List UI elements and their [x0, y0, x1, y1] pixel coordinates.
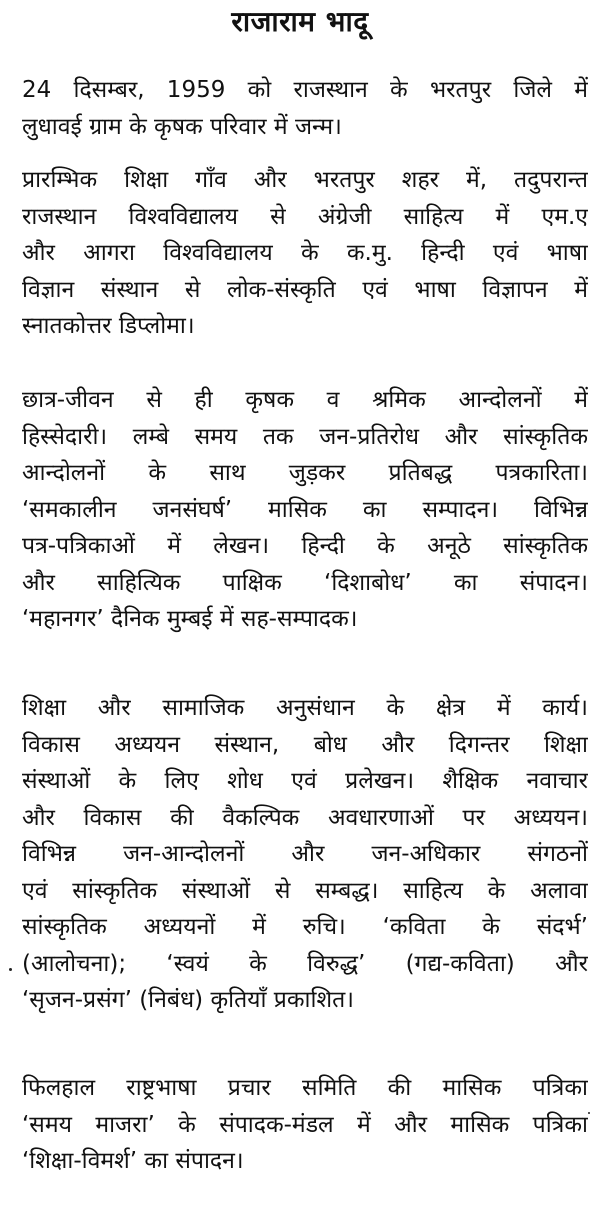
- text-line: ‘समकालीन जनसंघर्ष’ मासिक का सम्पादन। विभिन्न: [22, 496, 588, 523]
- text-line: हिस्सेदारी। लम्बे समय तक जन-प्रतिरोध और सांस्कृतिक: [22, 423, 588, 450]
- text-line: ‘शिक्षा-विमर्श’ का संपादन।: [22, 1148, 244, 1174]
- paragraph-education: [22, 162, 588, 345]
- text-line: स्नातकोत्तर डिप्लोमा।: [22, 313, 195, 339]
- text-line: एवं सांस्कृतिक संस्थाओं से सम्बद्ध। साहित्य के अलावा: [22, 877, 588, 904]
- text-line: ‘महानगर’ दैनिक मुम्बई में सह-सम्पादक।: [22, 606, 358, 632]
- text-line: विज्ञान संस्थान से लोक-संस्कृति एवं भाषा विज्ञापन में: [22, 276, 588, 303]
- text-line: और साहित्यिक पाक्षिक ‘दिशाबोध’ का संपादन।: [22, 569, 588, 596]
- paragraph-activism: [22, 382, 588, 638]
- text-line: 24 दिसम्बर, 1959 को राजस्थान के भरतपुर जिले में: [22, 77, 588, 103]
- text-line: छात्र-जीवन से ही कृषक व श्रमिक आन्दोलनों में: [22, 387, 588, 413]
- text-line: और विकास की वैकल्पिक अवधारणाओं पर अध्ययन।: [22, 804, 588, 831]
- text-line: लुधावई ग्राम के कृषक परिवार में जन्म।: [22, 113, 342, 140]
- text-line: ‘सृजन-प्रसंग’ (निबंध) कृतियाँ प्रकाशित।: [22, 987, 354, 1013]
- text-line: सांस्कृतिक अध्ययनों में रुचि। ‘कविता के संदर्भ’: [22, 914, 588, 940]
- text-line: आन्दोलनों के साथ जुड़कर प्रतिबद्ध पत्रकारिता।: [22, 460, 588, 486]
- text-line: प्रारम्भिक शिक्षा गाँव और भरतपुर शहर में, तदुपरान्त: [22, 167, 588, 193]
- paragraph-current-work: [22, 1070, 588, 1180]
- paragraph-research: [22, 690, 588, 1019]
- scan-speck: [588, 1112, 590, 1114]
- author-name-heading: राजाराम भादू: [231, 5, 369, 38]
- text-line: फिलहाल राष्ट्रभाषा प्रचार समिति की मासिक पत्रिका: [22, 1075, 588, 1101]
- text-line: और आगरा विश्वविद्यालय के क.मु. हिन्दी एवं भाषा: [22, 240, 588, 266]
- text-line: (आलोचना); ‘स्वयं के विरुद्ध’ (गद्य-कविता) और: [22, 950, 588, 977]
- paragraph-birth: [22, 72, 588, 145]
- text-line: राजस्थान विश्वविद्यालय से अंग्रेजी साहित्य में एम.ए: [22, 203, 588, 230]
- text-line: ‘समय माजरा’ के संपादक-मंडल में और मासिक पत्रिका: [22, 1111, 588, 1138]
- text-line: शिक्षा और सामाजिक अनुसंधान के क्षेत्र में कार्य।: [22, 695, 588, 721]
- text-line: विकास अध्ययन संस्थान, बोध और दिगन्तर शिक्षा: [22, 731, 588, 758]
- text-line: विभिन्न जन-आन्दोलनों और जन-अधिकार संगठनों: [22, 841, 588, 867]
- text-line: संस्थाओं के लिए शोध एवं प्रलेखन। शैक्षिक नवाचार: [22, 768, 588, 794]
- text-line: पत्र-पत्रिकाओं में लेखन। हिन्दी के अनूठे सांस्कृतिक: [22, 533, 588, 559]
- scan-speck: [9, 968, 12, 971]
